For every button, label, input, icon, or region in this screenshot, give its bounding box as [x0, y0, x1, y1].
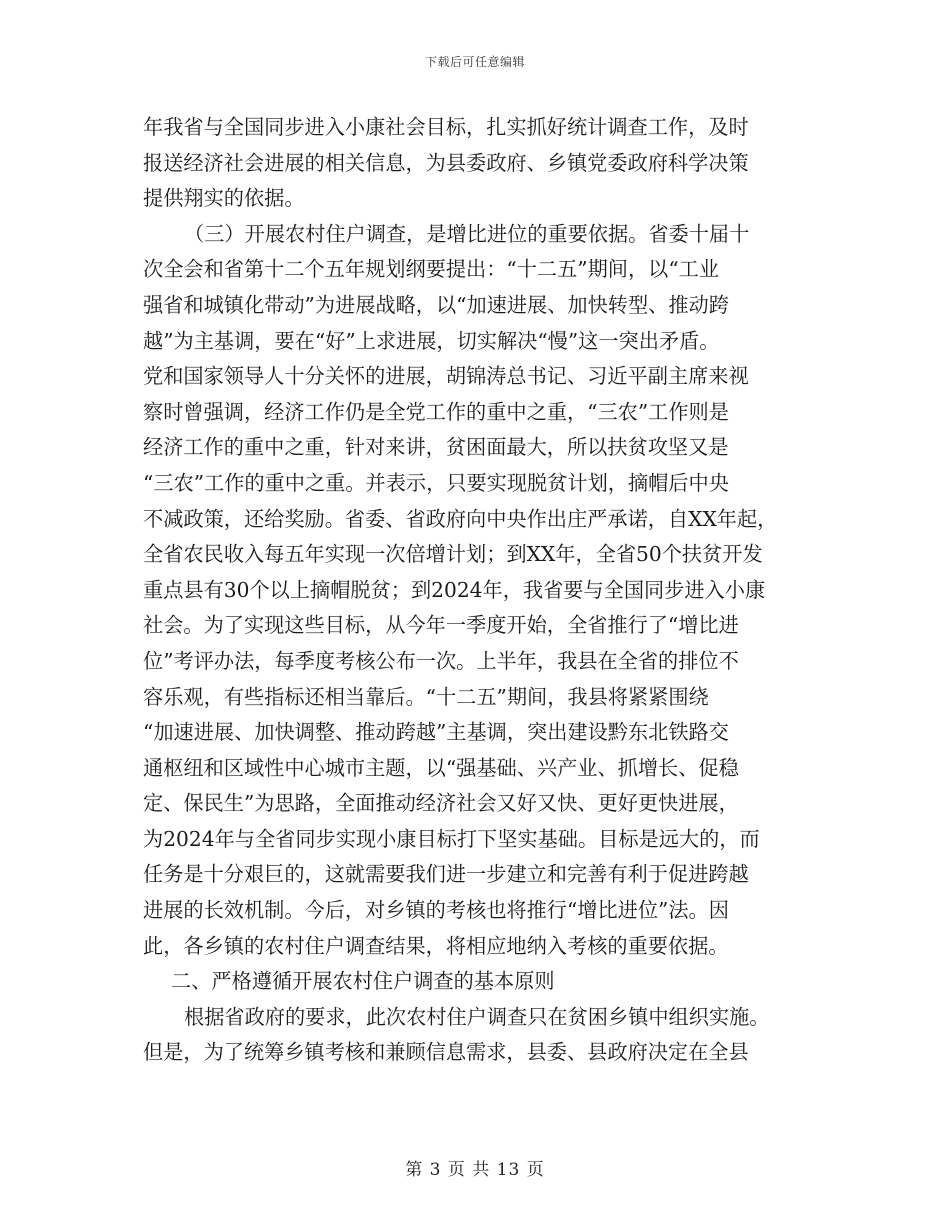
text-line: 全省农民收入每五年实现一次倍增计划；到XX年，全省50个扶贫开发 [143, 542, 763, 567]
paragraph-start-line: （三）开展农村住户调查，是增比进位的重要依据。省委十届十 [184, 221, 750, 246]
paragraph-start-line: 根据省政府的要求，此次农村住户调查只在贫困乡镇中组织实施。 [184, 1004, 770, 1029]
text-line: 提供翔实的依据。 [143, 186, 305, 211]
text-line: 次全会和省第十二个五年规划纲要提出：“十二五”期间，以“工业 [143, 257, 720, 282]
page-number-footer: 第 3 页 共 13 页 [405, 1160, 545, 1180]
text-line: 党和国家领导人十分关怀的进展，胡锦涛总书记、习近平副主席来视 [143, 364, 749, 389]
text-line: 但是，为了统筹乡镇考核和兼顾信息需求，县委、县政府决定在全县 [143, 1040, 749, 1065]
text-line: “三农”工作的重中之重。并表示，只要实现脱贫计划，摘帽后中央 [143, 470, 729, 495]
text-line: 位”考评办法，每季度考核公布一次。上半年，我县在全省的排位不 [143, 648, 739, 673]
text-line: 经济工作的重中之重，针对来讲，贫困面最大，所以扶贫攻坚又是 [143, 435, 729, 460]
text-line: 越”为主基调，要在“好”上求进展，切实解决“慢”这一突出矛盾。 [143, 328, 720, 353]
text-line: 察时曾强调，经济工作仍是全党工作的重中之重，“三农”工作则是 [143, 399, 729, 424]
text-line: 容乐观，有些指标还相当靠后。“十二五”期间，我县将紧紧围绕 [143, 684, 709, 709]
text-line: 重点县有30个以上摘帽脱贫；到2024年，我省要与全国同步进入小康 [143, 577, 766, 602]
page-header-note: 下载后可任意编辑 [424, 55, 525, 69]
text-line: 强省和城镇化带动”为进展战略，以“加速进展、加快转型、推动跨 [143, 292, 729, 317]
text-line: 不减政策，还给奖励。省委、省政府向中央作出庄严承诺，自XX年起， [143, 506, 778, 531]
document-body [143, 110, 808, 1071]
text-line: 此，各乡镇的农村住户调查结果，将相应地纳入考核的重要依据。 [143, 933, 729, 958]
text-line: 年我省与全国同步进入小康社会目标，扎实抓好统计调查工作，及时 [143, 115, 749, 139]
text-line: 定、保民生”为思路，全面推动经济社会又好又快、更好更快进展， [143, 791, 739, 816]
section-heading: 二、严格遵循开展农村住户调查的基本原则 [171, 969, 555, 994]
text-line: 通枢纽和区域性中心城市主题，以“强基础、兴产业、抓增长、促稳 [143, 755, 739, 780]
text-line: 任务是十分艰巨的，这就需要我们进一步建立和完善有利于促进跨越 [143, 862, 749, 887]
text-line: 社会。为了实现这些目标，从今年一季度开始，全省推行了“增比进 [143, 613, 739, 638]
text-line: “加速进展、加快调整、推动跨越”主基调，突出建设黔东北铁路交 [143, 720, 729, 745]
text-line: 进展的长效机制。今后，对乡镇的考核也将推行“增比进位”法。因 [143, 898, 729, 923]
text-line: 为2024年与全省同步实现小康目标打下坚实基础。目标是远大的，而 [143, 826, 760, 851]
text-line: 报送经济社会进展的相关信息，为县委政府、乡镇党委政府科学决策 [143, 150, 749, 175]
